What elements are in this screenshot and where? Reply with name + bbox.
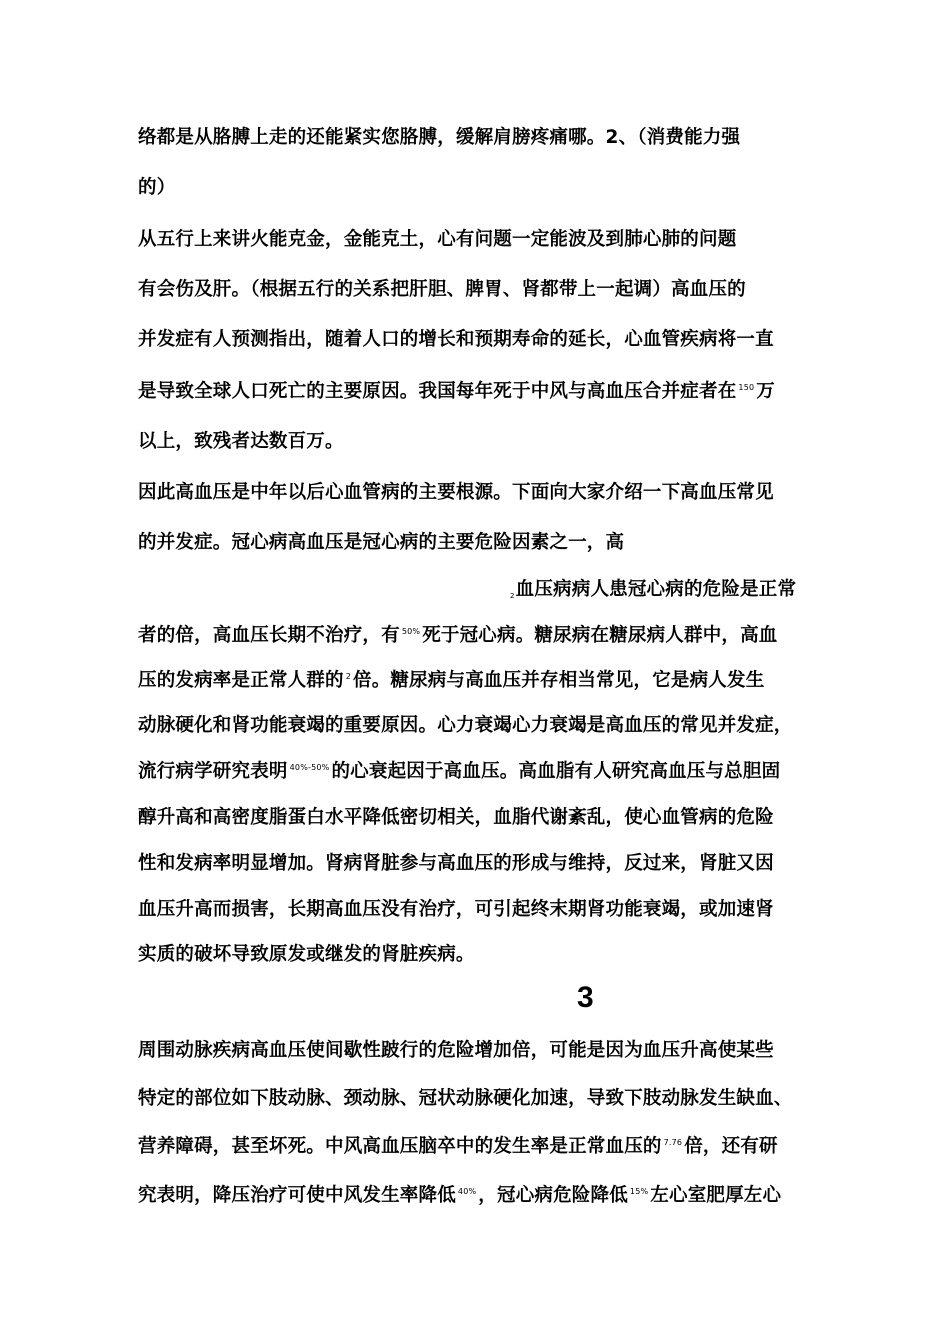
superscript-number: 150 [738, 383, 755, 392]
text-line [138, 380, 775, 407]
superscript-number: 7.76 [663, 1138, 683, 1147]
text-line: 的并发症。冠心病高血压是冠心病的主要危险因素之一，高 [138, 532, 625, 553]
text-line: 实质的破坏导致原发或继发的肾脏疾病。 [138, 944, 475, 965]
superscript-number: 15% [629, 1187, 649, 1196]
text-line: 以上，致残者达数百万。 [138, 431, 344, 452]
text-segment: 流行病学研究表明 [138, 761, 288, 782]
text-line [138, 669, 764, 696]
text-segment: 左心室肥厚左心 [650, 1185, 782, 1206]
text-segment: 万 [756, 381, 775, 402]
text-line [138, 1135, 778, 1162]
superscript-number: 40%-50% [289, 763, 330, 772]
text-segment: 倍。糖尿病与高血压并存相当常见，它是病人发生 [353, 670, 765, 691]
text-segment: 倍，还有研 [684, 1136, 778, 1157]
superscript-number: 50% [401, 627, 421, 636]
text-segment: 压的发病率是正常人群的 [138, 670, 344, 691]
text-line: 动脉硬化和肾功能衰竭的重要原因。心力衰竭心力衰竭是高血压的常见并发症， [138, 715, 793, 736]
text-line: 血压升高而损害，长期高血压没有治疗，可引起终末期肾功能衰竭，或加速肾 [138, 899, 774, 920]
text-line: 络都是从胳膊上走的还能紧实您胳膊，缓解肩膀疼痛哪。2、（消费能力强 [138, 127, 741, 148]
text-segment: 营养障碍，甚至坏死。中风高血压脑卒中的发生率是正常血压的 [138, 1136, 662, 1157]
text-line: 周围动脉疾病高血压使间歇性跛行的危险增加倍，可能是因为血压升高使某些 [138, 1040, 774, 1061]
text-segment: 的心衰起因于高血压。高血脂有人研究高血压与总胆固 [331, 761, 781, 782]
text-line [510, 578, 796, 605]
text-line: 并发症有人预测指出，随着人口的增长和预期寿命的延长，心血管疾病将一直 [138, 329, 774, 350]
text-segment: 究表明，降压治疗可使中风发生率降低 [138, 1185, 456, 1206]
text-line [138, 624, 778, 651]
text-line: 有会伤及肝。（根据五行的关系把肝胆、脾胃、肾都带上一起调）高血压的 [138, 279, 746, 300]
superscript-number: 40% [457, 1187, 477, 1196]
text-line: 因此高血压是中年以后心血管病的主要根源。下面向大家介绍一下高血压常见 [138, 482, 774, 503]
text-segment: 是导致全球人口死亡的主要原因。我国每年死于中风与高血压合并症者在 [138, 381, 737, 402]
text-line [138, 1184, 781, 1211]
text-segment: 血压病病人患冠心病的危险是正常 [515, 579, 797, 600]
text-line: 从五行上来讲火能克金，金能克土，心有问题一定能波及到肺心肺的问题 [138, 229, 737, 250]
text-line [138, 760, 780, 787]
text-line: 性和发病率明显增加。肾病肾脏参与高血压的形成与维持，反过来，肾脏又因 [138, 853, 774, 874]
text-line: 醇升高和高密度脂蛋白水平降低密切相关，血脂代谢紊乱，使心血管病的危险 [138, 807, 774, 828]
text-segment: 者的倍，高血压长期不治疗，有 [138, 625, 400, 646]
text-segment: 死于冠心病。糖尿病在糖尿病人群中，高血 [422, 625, 778, 646]
page-number: 3 [577, 981, 594, 1014]
text-line: 特定的部位如下肢动脉、颈动脉、冠状动脉硬化加速，导致下肢动脉发生缺血、 [138, 1088, 793, 1109]
text-line: 的） [138, 177, 176, 198]
text-segment: ，冠心病危险降低 [478, 1185, 628, 1206]
subscript-number: 2 [510, 592, 515, 600]
superscript-number: 2 [345, 672, 351, 681]
